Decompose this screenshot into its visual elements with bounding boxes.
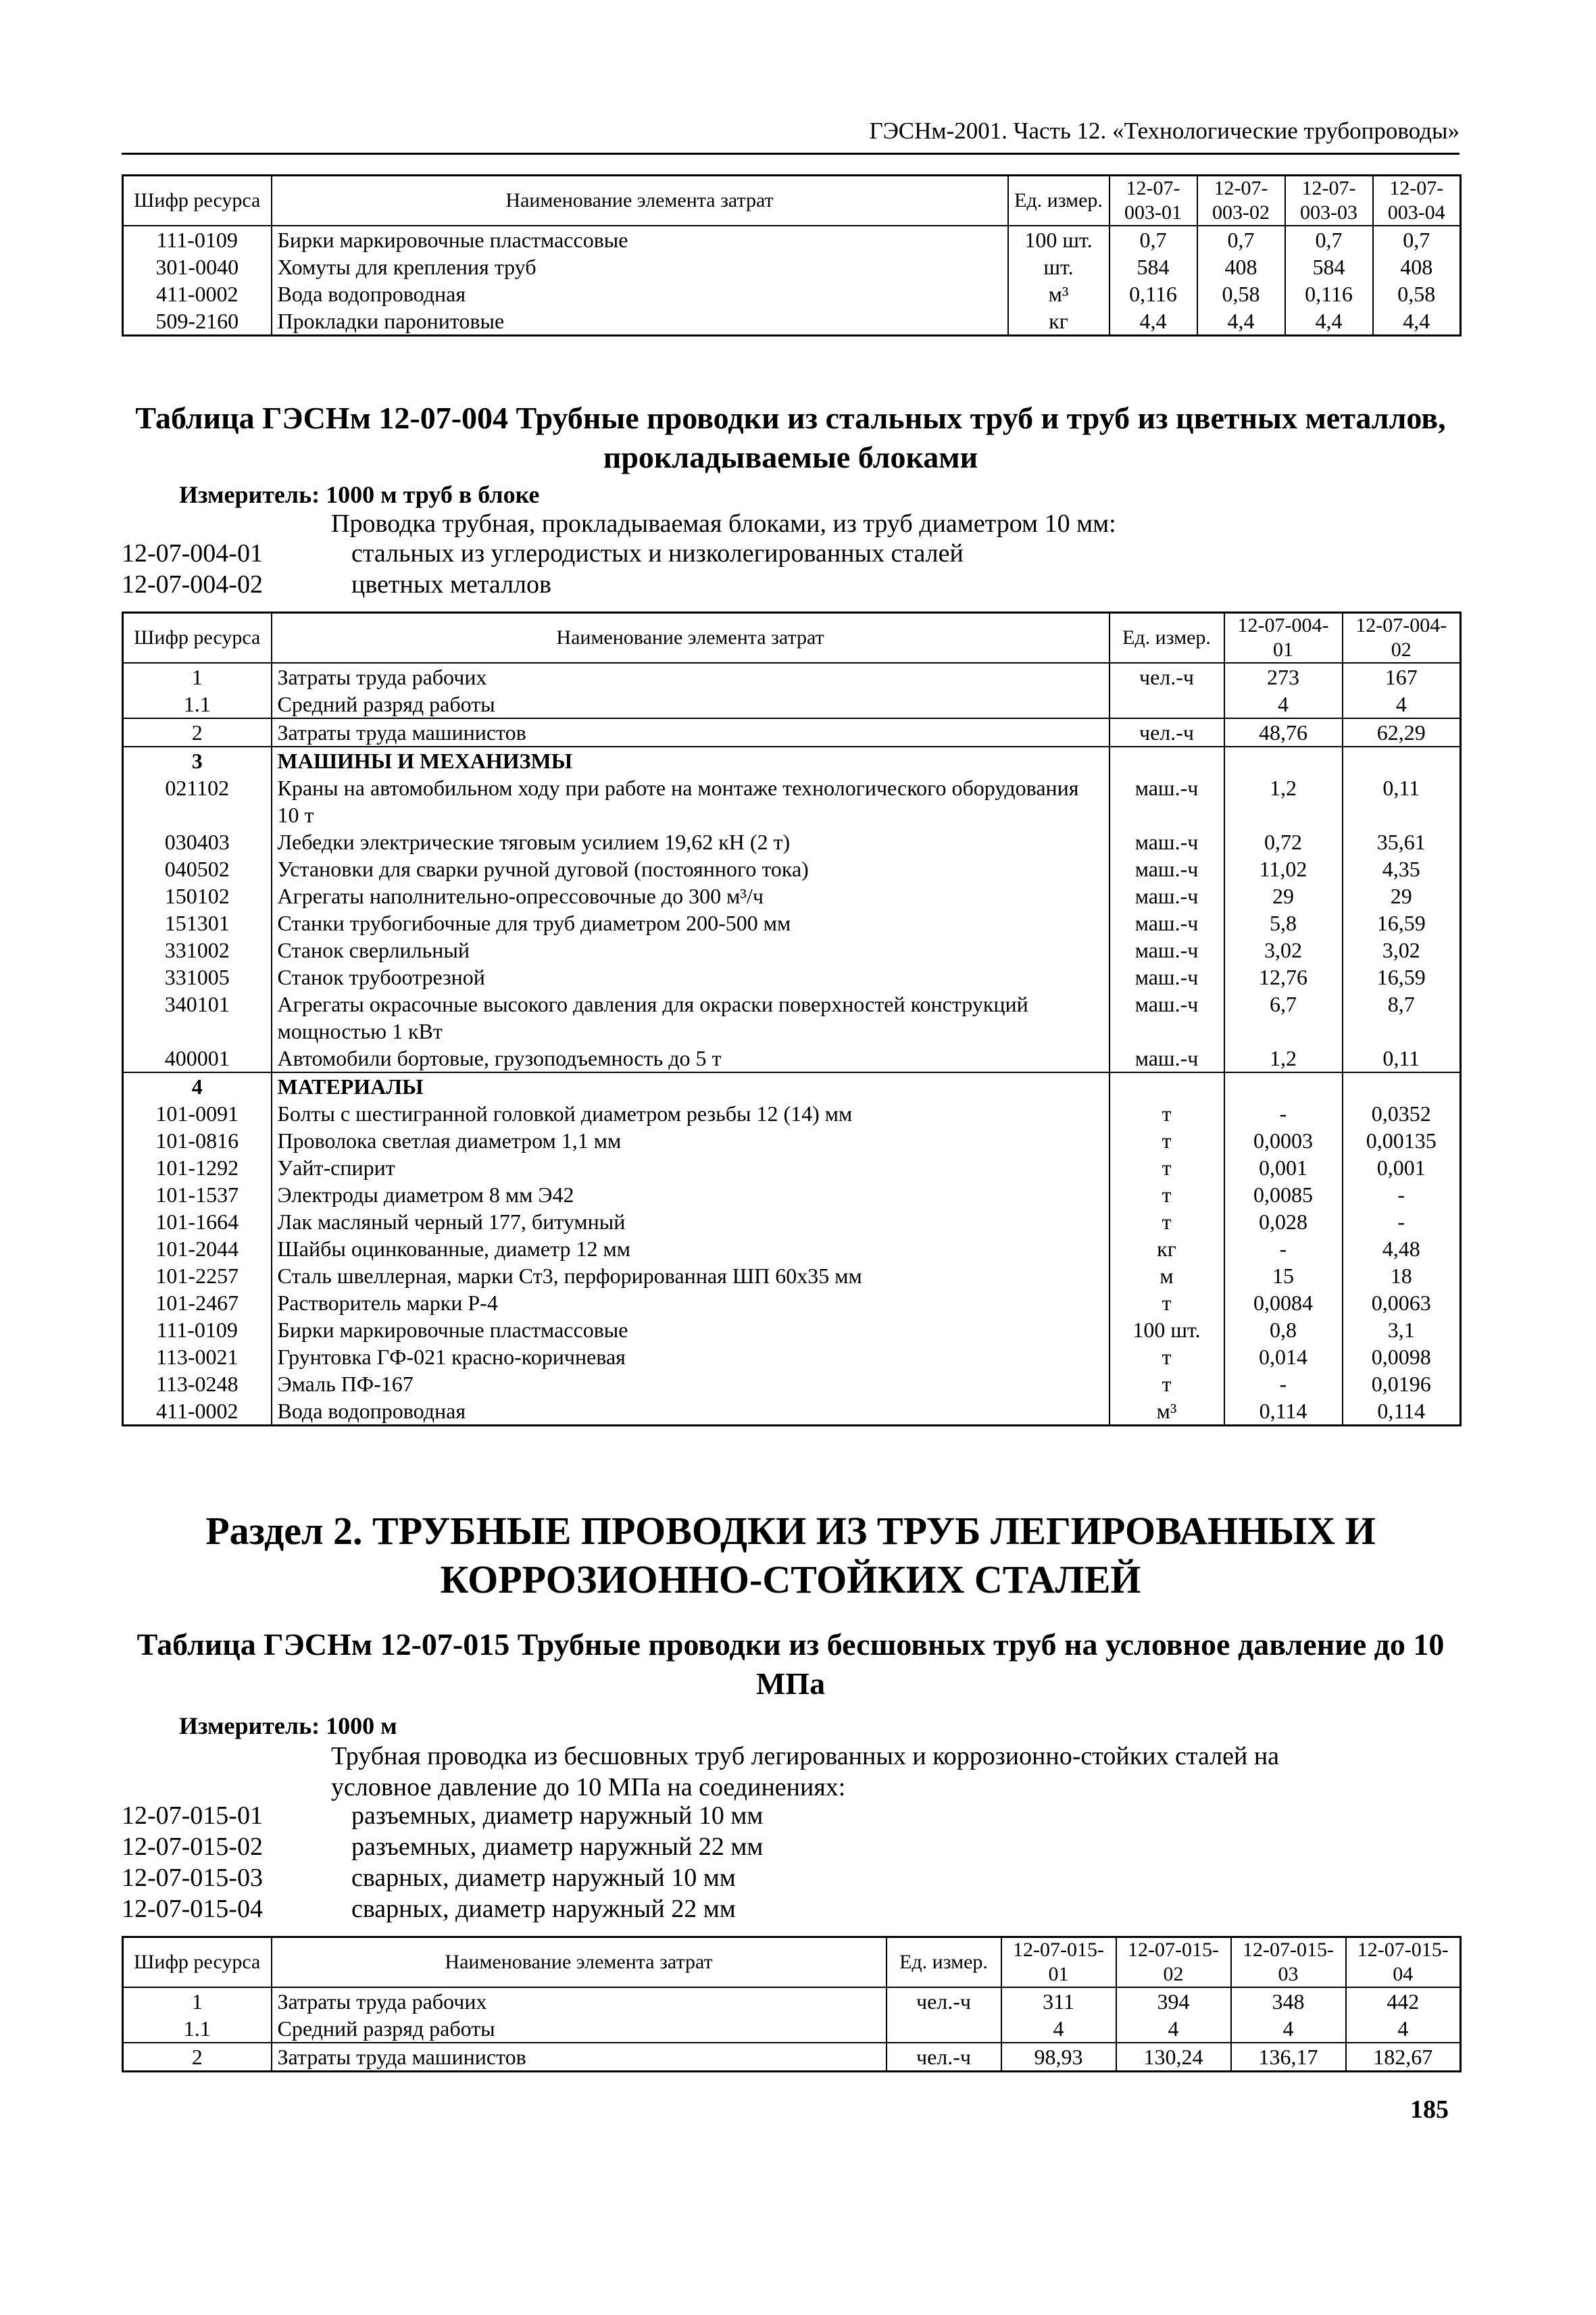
table-cell: Сталь швеллерная, марки Ст3, перфорированная ШП 60х35 мм <box>272 1262 1109 1289</box>
table-cell: - <box>1343 1208 1461 1235</box>
table-cell: 98,93 <box>1001 2043 1116 2072</box>
table-row <box>123 1235 1461 1262</box>
table-row <box>123 964 1461 991</box>
column-header: Ед. измер. <box>887 1937 1001 1988</box>
table-cell: маш.-ч <box>1109 910 1224 937</box>
table-cell: - <box>1343 1181 1461 1208</box>
table-cell: 111-0109 <box>123 1316 272 1343</box>
table-cell: 584 <box>1285 253 1373 280</box>
table-cell: 4,48 <box>1343 1235 1461 1262</box>
column-header: 12-07-015-02 <box>1116 1937 1231 1988</box>
code-number: 12-07-015-01 <box>122 1801 263 1830</box>
table-cell: 1.1 <box>123 691 272 718</box>
table-cell: Бирки маркировочные пластмассовые <box>272 1316 1109 1343</box>
table-cell: 6,7 <box>1224 991 1343 1045</box>
code-number: 12-07-015-02 <box>122 1833 263 1861</box>
section-2-title: Раздел 2. ТРУБНЫЕ ПРОВОДКИ ИЗ ТРУБ ЛЕГИРОВАННЫХ И КОРРОЗИОННО-СТОЙКИХ СТАЛЕЙ <box>205 1509 1376 1601</box>
table-cell: 0,11 <box>1343 1045 1461 1072</box>
column-header: 12-07-003-03 <box>1285 176 1373 226</box>
column-header: Наименование элемента затрат <box>272 1937 887 1988</box>
table-row <box>123 1181 1461 1208</box>
table-cell: 101-2044 <box>123 1235 272 1262</box>
table-cell: Затраты труда машинистов <box>272 718 1109 747</box>
table-cell: 0,11 <box>1343 774 1461 828</box>
table-cell: Установки для сварки ручной дуговой (постоянного тока) <box>272 855 1109 882</box>
code-description: сварных, диаметр наружный 10 мм <box>351 1864 736 1892</box>
column-header: Шифр ресурса <box>123 613 272 664</box>
table-row <box>123 1987 1461 2015</box>
table-cell: Проволока светлая диаметром 1,1 мм <box>272 1127 1109 1154</box>
column-header: Наименование элемента затрат <box>272 613 1109 664</box>
table-row <box>123 1316 1461 1343</box>
table-cell <box>887 2015 1001 2043</box>
table-row <box>123 1370 1461 1397</box>
table-cell: маш.-ч <box>1109 937 1224 964</box>
table-header-row <box>123 613 1461 664</box>
table-cell: 442 <box>1346 1987 1461 2015</box>
table-cell: 8,7 <box>1343 991 1461 1045</box>
table-row <box>123 1397 1461 1426</box>
table-cell: т <box>1109 1181 1224 1208</box>
measure-004: Измеритель: 1000 м труб в блоке <box>179 481 540 508</box>
table-cell: Прокладки паронитовые <box>272 307 1008 336</box>
table-cell: 101-2467 <box>123 1289 272 1316</box>
table-cell <box>1343 1072 1461 1100</box>
table-cell: Лебедки электрические тяговым усилием 19,62 кН (2 т) <box>272 828 1109 855</box>
code-number: 12-07-004-02 <box>122 570 263 599</box>
table-cell: Бирки маркировочные пластмассовые <box>272 226 1008 253</box>
table-cell: 0,72 <box>1224 828 1343 855</box>
table-cell: 584 <box>1109 253 1197 280</box>
description-004: Проводка трубная, прокладываемая блоками, из труб диаметром 10 мм: <box>331 509 1116 538</box>
column-header: Наименование элемента затрат <box>272 176 1008 226</box>
table-cell: 130,24 <box>1116 2043 1231 2072</box>
table-cell: 12,76 <box>1224 964 1343 991</box>
table-cell: Болты с шестигранной головкой диаметром резьбы 12 (14) мм <box>272 1100 1109 1127</box>
table-cell <box>1224 747 1343 774</box>
table-cell <box>1224 1072 1343 1100</box>
table-cell: 273 <box>1224 663 1343 691</box>
table-cell: Шайбы оцинкованные, диаметр 12 мм <box>272 1235 1109 1262</box>
table-cell: чел.-ч <box>887 1987 1001 2015</box>
table-cell: Станок сверлильный <box>272 937 1109 964</box>
table-cell: 4 <box>1346 2015 1461 2043</box>
table-cell: 101-1537 <box>123 1181 272 1208</box>
table-row <box>123 828 1461 855</box>
column-header: 12-07-003-01 <box>1109 176 1197 226</box>
table-cell: - <box>1224 1100 1343 1127</box>
table-row <box>123 882 1461 910</box>
code-number: 12-07-004-01 <box>122 539 263 568</box>
table-cell: 0,0085 <box>1224 1181 1343 1208</box>
table-cell: Вода водопроводная <box>272 280 1008 307</box>
table-cell: 11,02 <box>1224 855 1343 882</box>
table-cell: 100 шт. <box>1109 1316 1224 1343</box>
table-cell: т <box>1109 1370 1224 1397</box>
table-cell: 15 <box>1224 1262 1343 1289</box>
table-row <box>123 1208 1461 1235</box>
table-cell <box>1109 1072 1224 1100</box>
code-description: разъемных, диаметр наружный 10 мм <box>351 1801 764 1830</box>
table-015-title: Таблица ГЭСНм 12-07-015 Трубные проводки из бесшовных труб на условное давление до 10 МПа <box>136 1627 1445 1701</box>
table-cell: м <box>1109 1262 1224 1289</box>
column-header: 12-07-015-03 <box>1231 1937 1346 1988</box>
table-cell: Уайт-спирит <box>272 1154 1109 1181</box>
table-cell: 411-0002 <box>123 1397 272 1426</box>
table-cell: 0,114 <box>1224 1397 1343 1426</box>
table-cell: 331005 <box>123 964 272 991</box>
table-cell: 0,028 <box>1224 1208 1343 1235</box>
table-cell: Грунтовка ГФ-021 красно-коричневая <box>272 1343 1109 1370</box>
table-cell: 101-1664 <box>123 1208 272 1235</box>
column-header: 12-07-003-04 <box>1373 176 1461 226</box>
table-cell: Автомобили бортовые, грузоподъемность до 5 т <box>272 1045 1109 1072</box>
table-cell: 0,0196 <box>1343 1370 1461 1397</box>
table-cell: Агрегаты наполнительно-опрессовочные до 300 м³/ч <box>272 882 1109 910</box>
table-cell <box>1109 747 1224 774</box>
table-cell: 0,116 <box>1109 280 1197 307</box>
table-cell: 3,02 <box>1343 937 1461 964</box>
table-cell: Средний разряд работы <box>272 691 1109 718</box>
table-cell: 4,35 <box>1343 855 1461 882</box>
table-row <box>123 747 1461 774</box>
table-cell <box>1343 747 1461 774</box>
table-12-07-003 <box>122 174 1462 337</box>
table-cell: МАШИНЫ И МЕХАНИЗМЫ <box>272 747 1109 774</box>
table-cell: 16,59 <box>1343 910 1461 937</box>
table-cell: 167 <box>1343 663 1461 691</box>
table-row <box>123 1127 1461 1154</box>
table-cell: 3 <box>123 747 272 774</box>
table-cell: 182,67 <box>1346 2043 1461 2072</box>
table-cell: 0,0003 <box>1224 1127 1343 1154</box>
table-row <box>123 774 1461 828</box>
table-cell: т <box>1109 1289 1224 1316</box>
table-cell: Станок трубоотрезной <box>272 964 1109 991</box>
table-row <box>123 2015 1461 2043</box>
column-header: 12-07-004-01 <box>1224 613 1343 664</box>
table-row <box>123 1154 1461 1181</box>
table-cell: 340101 <box>123 991 272 1045</box>
table-cell: чел.-ч <box>1109 718 1224 747</box>
table-row <box>123 253 1461 280</box>
table-004-title: Таблица ГЭСНм 12-07-004 Трубные проводки из стальных труб и труб из цветных металлов, прокладываемые блоками <box>135 401 1446 474</box>
table-row <box>123 691 1461 718</box>
table-12-07-015 <box>122 1936 1462 2072</box>
table-cell: МАТЕРИАЛЫ <box>272 1072 1109 1100</box>
column-header: Шифр ресурса <box>123 176 272 226</box>
table-cell: Лак масляный черный 177, битумный <box>272 1208 1109 1235</box>
table-cell: - <box>1224 1235 1343 1262</box>
table-row <box>123 226 1461 253</box>
table-cell: 0,58 <box>1197 280 1285 307</box>
table-row <box>123 1072 1461 1100</box>
table-row <box>123 307 1461 336</box>
table-cell: Затраты труда машинистов <box>272 2043 887 2072</box>
table-cell: Средний разряд работы <box>272 2015 887 2043</box>
table-cell: 4 <box>1231 2015 1346 2043</box>
column-header: Ед. измер. <box>1109 613 1224 664</box>
table-row <box>123 1262 1461 1289</box>
table-cell: 4 <box>1116 2015 1231 2043</box>
table-cell: 100 шт. <box>1008 226 1109 253</box>
table-cell: 0,114 <box>1343 1397 1461 1426</box>
table-cell: 411-0002 <box>123 280 272 307</box>
table-cell: чел.-ч <box>1109 663 1224 691</box>
table-12-07-004 <box>122 612 1462 1426</box>
table-cell: 29 <box>1224 882 1343 910</box>
table-cell: Затраты труда рабочих <box>272 1987 887 2015</box>
table-cell: 2 <box>123 2043 272 2072</box>
table-cell: Агрегаты окрасочные высокого давления для окраски поверхностей конструкций мощностью 1 кВт <box>272 991 1109 1045</box>
table-cell: 5,8 <box>1224 910 1343 937</box>
table-cell: 150102 <box>123 882 272 910</box>
table-cell: 29 <box>1343 882 1461 910</box>
table-cell: 3,02 <box>1224 937 1343 964</box>
table-cell: 4,4 <box>1197 307 1285 336</box>
table-cell: маш.-ч <box>1109 855 1224 882</box>
table-row <box>123 280 1461 307</box>
table-row <box>123 855 1461 882</box>
table-cell: 040502 <box>123 855 272 882</box>
table-cell: 1,2 <box>1224 774 1343 828</box>
table-cell: 0,7 <box>1197 226 1285 253</box>
table-cell: 0,014 <box>1224 1343 1343 1370</box>
code-row <box>122 569 551 600</box>
table-cell: 0,7 <box>1285 226 1373 253</box>
table-cell: 030403 <box>123 828 272 855</box>
table-cell: Краны на автомобильном ходу при работе на монтаже технологического оборудования 10 т <box>272 774 1109 828</box>
table-cell: маш.-ч <box>1109 774 1224 828</box>
table-cell: маш.-ч <box>1109 991 1224 1045</box>
table-cell: Затраты труда рабочих <box>272 663 1109 691</box>
column-header: 12-07-015-04 <box>1346 1937 1461 1988</box>
table-cell: 0,116 <box>1285 280 1373 307</box>
table-row <box>123 2043 1461 2072</box>
table-row <box>123 1289 1461 1316</box>
table-cell: Эмаль ПФ-167 <box>272 1370 1109 1397</box>
table-cell: маш.-ч <box>1109 882 1224 910</box>
code-row <box>122 538 964 569</box>
table-cell: 151301 <box>123 910 272 937</box>
table-cell: 1 <box>123 663 272 691</box>
page-number: 185 <box>1410 2095 1449 2124</box>
table-cell: - <box>1224 1370 1343 1397</box>
code-description: сварных, диаметр наружный 22 мм <box>351 1895 736 1923</box>
table-cell: 0,00135 <box>1343 1127 1461 1154</box>
table-row <box>123 718 1461 747</box>
table-cell: 35,61 <box>1343 828 1461 855</box>
table-cell: 18 <box>1343 1262 1461 1289</box>
code-row <box>122 1831 763 1862</box>
table-cell: 136,17 <box>1231 2043 1346 2072</box>
measure-015: Измеритель: 1000 м <box>179 1712 397 1739</box>
table-cell: 348 <box>1231 1987 1346 2015</box>
table-cell: 101-1292 <box>123 1154 272 1181</box>
table-cell: 4,4 <box>1109 307 1197 336</box>
table-cell: т <box>1109 1208 1224 1235</box>
table-row <box>123 1343 1461 1370</box>
table-cell: 101-0816 <box>123 1127 272 1154</box>
table-cell: 0,8 <box>1224 1316 1343 1343</box>
table-cell: чел.-ч <box>887 2043 1001 2072</box>
table-cell: 0,7 <box>1373 226 1461 253</box>
table-header-row <box>123 1937 1461 1988</box>
table-cell: маш.-ч <box>1109 964 1224 991</box>
table-cell: 0,0098 <box>1343 1343 1461 1370</box>
table-cell: м³ <box>1008 280 1109 307</box>
table-cell: 408 <box>1373 253 1461 280</box>
table-cell: 1.1 <box>123 2015 272 2043</box>
table-cell: 408 <box>1197 253 1285 280</box>
table-row <box>123 910 1461 937</box>
table-cell: 4,4 <box>1373 307 1461 336</box>
table-cell: м³ <box>1109 1397 1224 1426</box>
table-cell: 62,29 <box>1343 718 1461 747</box>
table-cell: 4,4 <box>1285 307 1373 336</box>
table-cell: 101-2257 <box>123 1262 272 1289</box>
table-cell: 1 <box>123 1987 272 2015</box>
table-cell: 0,0063 <box>1343 1289 1461 1316</box>
table-cell: 48,76 <box>1224 718 1343 747</box>
table-cell: 0,001 <box>1343 1154 1461 1181</box>
table-cell: 111-0109 <box>123 226 272 253</box>
table-cell: т <box>1109 1154 1224 1181</box>
table-row <box>123 991 1461 1045</box>
code-number: 12-07-015-03 <box>122 1864 263 1892</box>
column-header: Шифр ресурса <box>123 1937 272 1988</box>
table-cell: т <box>1109 1343 1224 1370</box>
table-cell: маш.-ч <box>1109 1045 1224 1072</box>
description-015: Трубная проводка из бесшовных труб легированных и коррозионно-стойких сталей на условное давление до 10 МПа на соединениях: <box>331 1742 1280 1801</box>
code-description: разъемных, диаметр наружный 22 мм <box>351 1833 764 1861</box>
running-header: ГЭСНм-2001. Часть 12. «Технологические трубопроводы» <box>122 115 1460 155</box>
column-header: Ед. измер. <box>1008 176 1109 226</box>
table-cell: Растворитель марки Р-4 <box>272 1289 1109 1316</box>
column-header: 12-07-003-02 <box>1197 176 1285 226</box>
table-cell: Станки трубогибочные для труб диаметром 200-500 мм <box>272 910 1109 937</box>
table-cell: 4 <box>1343 691 1461 718</box>
table-cell: 4 <box>123 1072 272 1100</box>
table-cell: 0,0084 <box>1224 1289 1343 1316</box>
table-cell: шт. <box>1008 253 1109 280</box>
table-cell: 301-0040 <box>123 253 272 280</box>
table-cell: 2 <box>123 718 272 747</box>
table-cell: Электроды диаметром 8 мм Э42 <box>272 1181 1109 1208</box>
table-header-row <box>123 176 1461 226</box>
code-description: цветных металлов <box>351 570 551 599</box>
table-row <box>123 1045 1461 1072</box>
table-cell: т <box>1109 1100 1224 1127</box>
code-row <box>122 1800 763 1831</box>
code-row <box>122 1862 736 1893</box>
table-cell: 113-0248 <box>123 1370 272 1397</box>
table-cell: 331002 <box>123 937 272 964</box>
table-cell: Хомуты для крепления труб <box>272 253 1008 280</box>
table-cell: 0,0352 <box>1343 1100 1461 1127</box>
table-cell: 113-0021 <box>123 1343 272 1370</box>
table-cell: 0,7 <box>1109 226 1197 253</box>
table-cell: Вода водопроводная <box>272 1397 1109 1426</box>
table-cell: 311 <box>1001 1987 1116 2015</box>
table-cell <box>1109 691 1224 718</box>
table-cell: 0,58 <box>1373 280 1461 307</box>
column-header: 12-07-015-01 <box>1001 1937 1116 1988</box>
table-cell: 4 <box>1224 691 1343 718</box>
table-cell: 400001 <box>123 1045 272 1072</box>
table-cell: 1,2 <box>1224 1045 1343 1072</box>
table-row <box>123 663 1461 691</box>
table-cell: кг <box>1109 1235 1224 1262</box>
table-cell: 3,1 <box>1343 1316 1461 1343</box>
table-cell: маш.-ч <box>1109 828 1224 855</box>
table-cell: т <box>1109 1127 1224 1154</box>
column-header: 12-07-004-02 <box>1343 613 1461 664</box>
table-cell: 101-0091 <box>123 1100 272 1127</box>
table-cell: 394 <box>1116 1987 1231 2015</box>
table-cell: кг <box>1008 307 1109 336</box>
table-cell: 509-2160 <box>123 307 272 336</box>
code-row <box>122 1893 736 1924</box>
table-row <box>123 1100 1461 1127</box>
table-cell: 16,59 <box>1343 964 1461 991</box>
table-cell: 4 <box>1001 2015 1116 2043</box>
table-cell: 0,001 <box>1224 1154 1343 1181</box>
table-row <box>123 937 1461 964</box>
table-cell: 021102 <box>123 774 272 828</box>
code-number: 12-07-015-04 <box>122 1895 263 1923</box>
code-description: стальных из углеродистых и низколегированных сталей <box>351 539 964 568</box>
